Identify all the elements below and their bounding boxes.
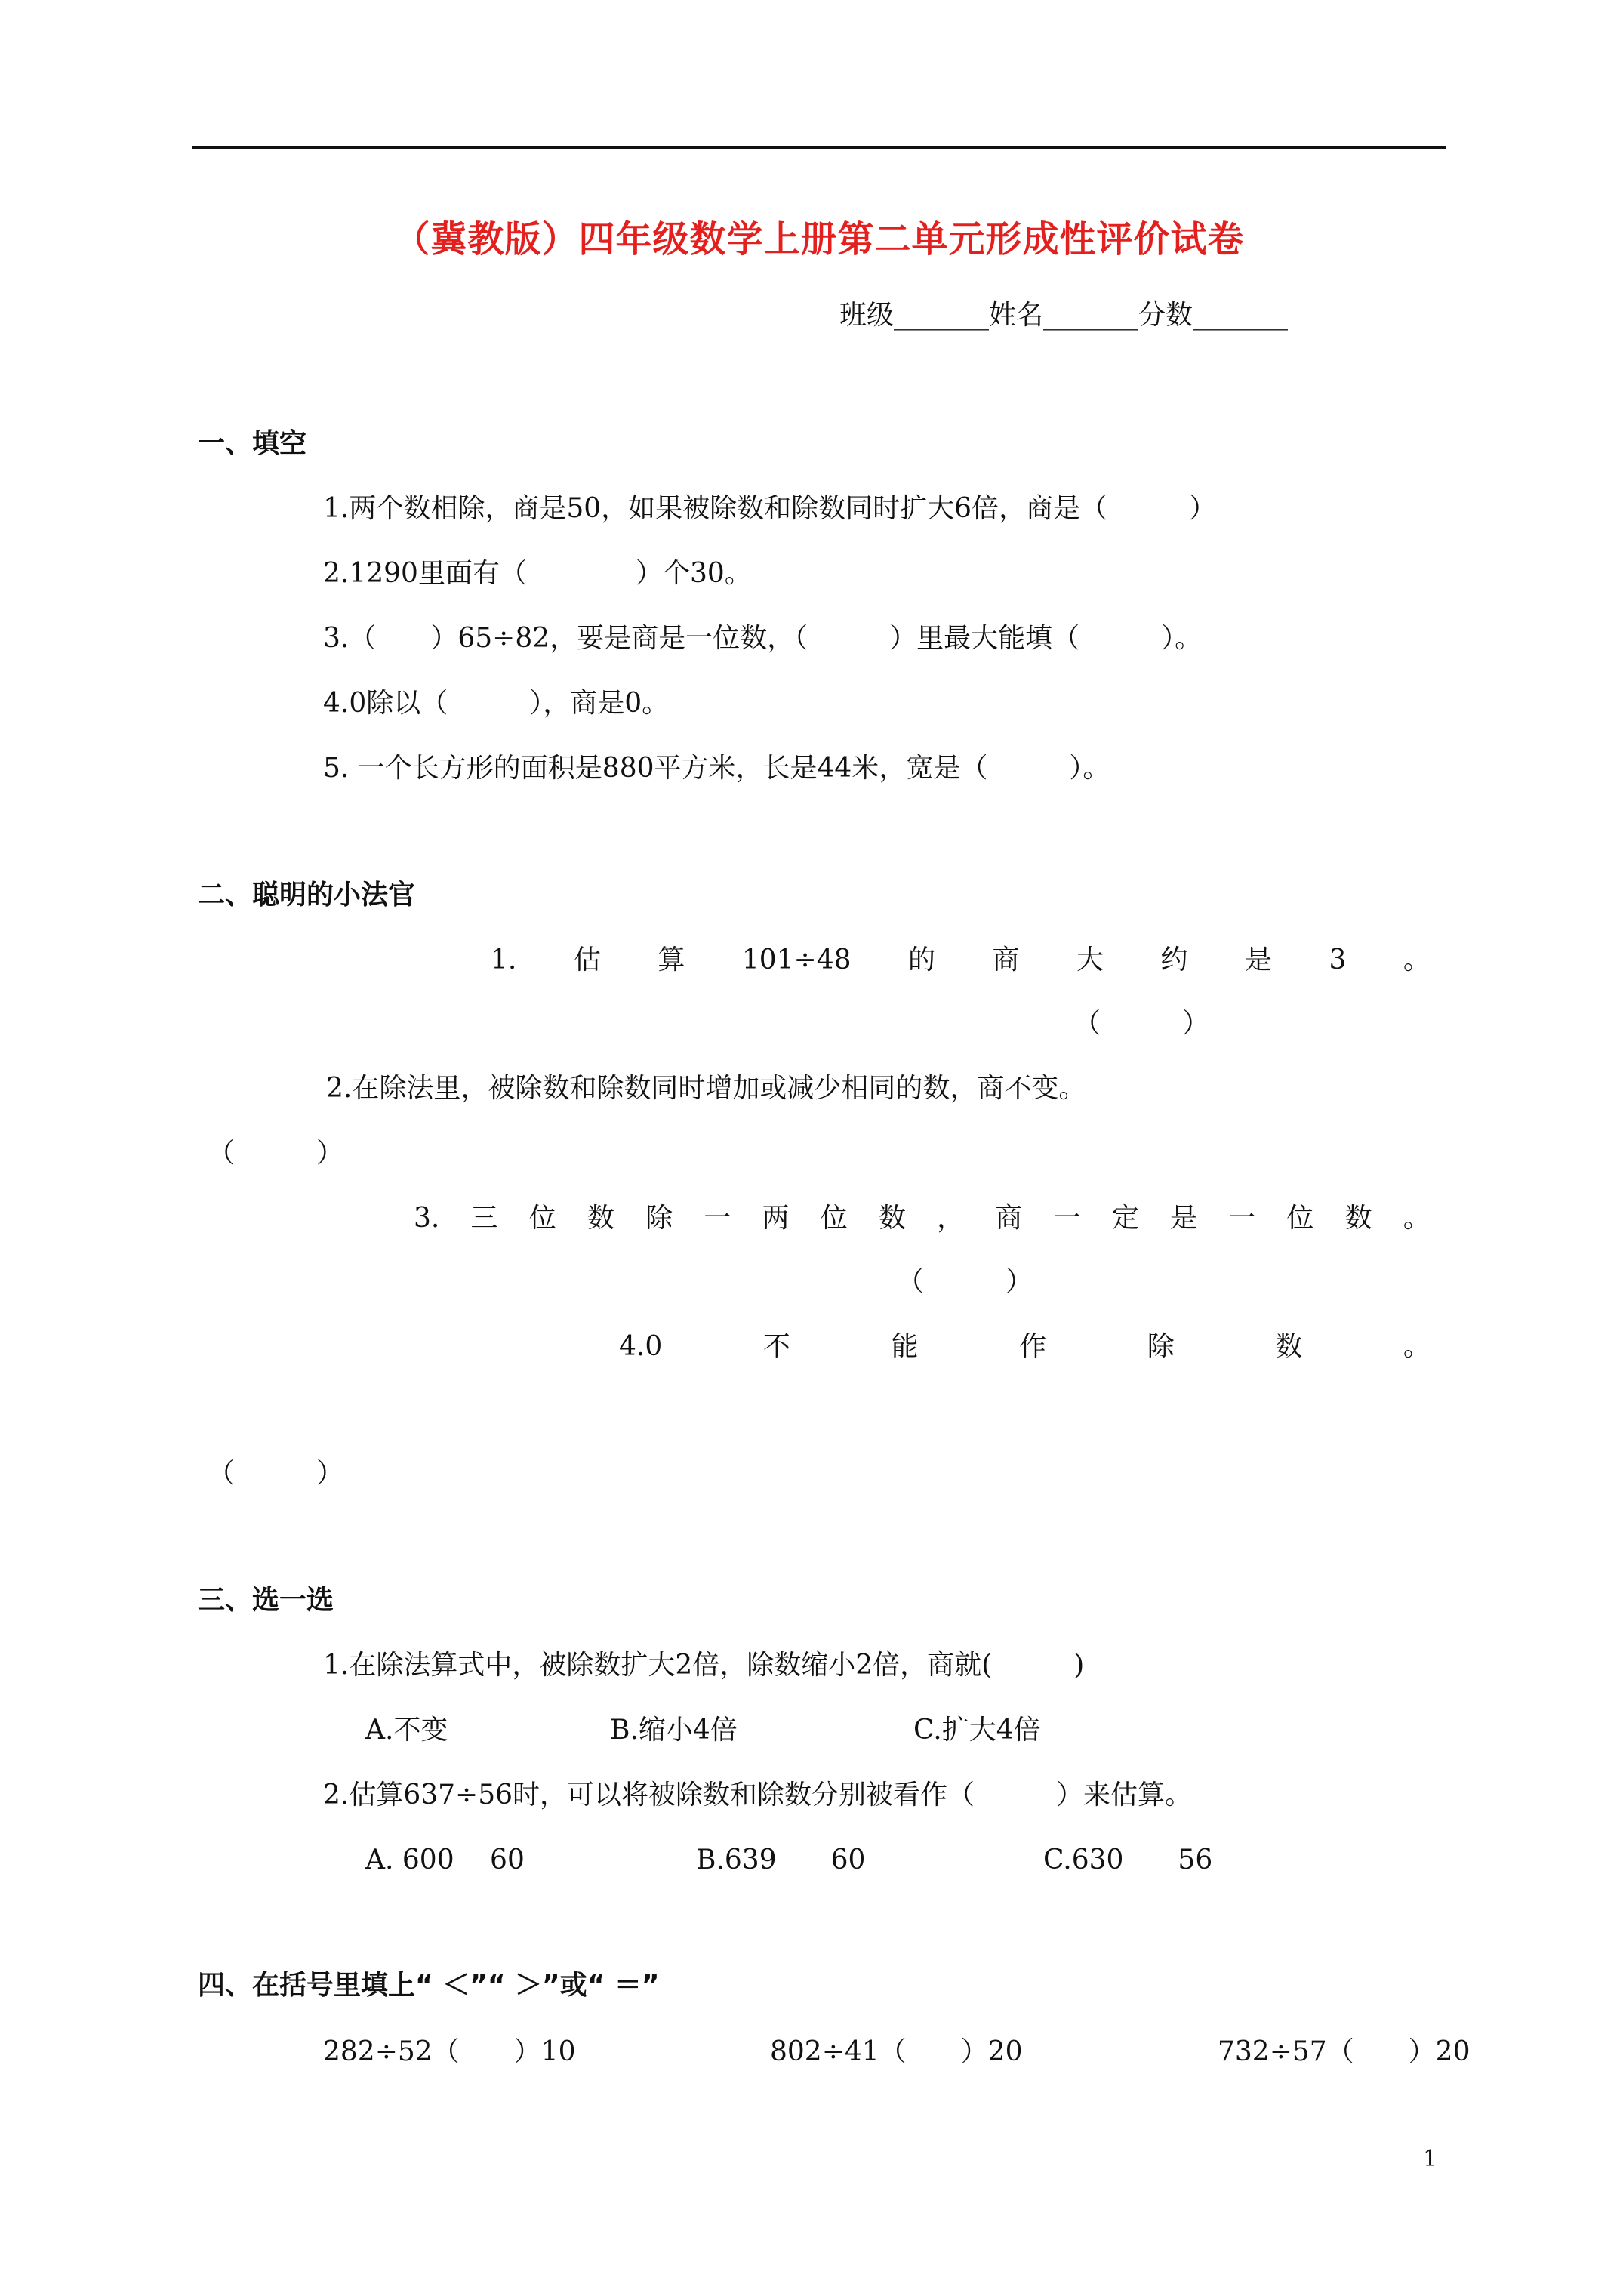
- s2-q4-part: 数: [1275, 1331, 1303, 1362]
- s3-q2-option-a: A. 600 60: [365, 1845, 525, 1875]
- s2-question-4: [619, 1330, 1431, 1364]
- s2-q3-part: 定: [1111, 1203, 1139, 1234]
- s3-q1-option-c: C.扩大4倍: [913, 1715, 1041, 1746]
- section-2-heading: 二、聪明的小法官: [198, 880, 416, 911]
- s2-q4-part: 不: [762, 1331, 790, 1362]
- s2-q3-part: 一: [704, 1203, 731, 1234]
- top-rule: [192, 146, 1446, 149]
- s2-q3-part: 一: [1053, 1203, 1081, 1234]
- page-number: 1: [1423, 2146, 1438, 2172]
- s2-q3-part: 位: [1286, 1203, 1314, 1234]
- s2-q1-part: 商: [992, 945, 1020, 975]
- s2-q3-part: 位: [820, 1203, 848, 1234]
- s2-q3-part: 是: [1169, 1203, 1197, 1234]
- s2-q1-part: 是: [1245, 945, 1273, 975]
- s2-q3-part: 。: [1403, 1203, 1431, 1234]
- s2-q3-part: 三: [470, 1203, 498, 1234]
- s2-q1-part: 3: [1329, 945, 1347, 975]
- s2-q1-answer-paren: （ ）: [1073, 1008, 1210, 1039]
- s2-q3-part: 商: [995, 1203, 1023, 1234]
- s2-q4-answer-paren: （ ）: [208, 1458, 344, 1489]
- exam-title: （冀教版）四年级数学上册第二单元形成性评价试卷: [393, 218, 1245, 260]
- s2-q4-part: 作: [1019, 1331, 1047, 1362]
- s1-question-5: 5. 一个长方形的面积是880平方米，长是44米，宽是（ ）。: [323, 753, 1110, 784]
- section-3-heading: 三、选一选: [198, 1585, 334, 1616]
- s2-q3-part: 3.: [414, 1203, 440, 1234]
- s2-q4-part: 除: [1147, 1331, 1175, 1362]
- s2-q1-part: 约: [1160, 945, 1188, 975]
- s4-item-1: 282÷52（ ）10: [323, 2036, 576, 2067]
- section-1-heading: 一、填空: [198, 428, 307, 459]
- s2-q4-part: 。: [1403, 1331, 1431, 1362]
- s2-q1-part: 算: [658, 945, 685, 975]
- s3-q2-option-c: C.630 56: [1043, 1845, 1213, 1875]
- s2-question-3: [414, 1202, 1431, 1235]
- s4-item-2: 802÷41（ ）20: [770, 2036, 1023, 2067]
- s3-q1-option-a: A.不变: [365, 1715, 448, 1746]
- s2-question-1: [491, 944, 1431, 977]
- s1-question-4: 4.0除以（ ），商是0。: [323, 688, 670, 719]
- s1-question-2: 2.1290里面有（ ）个30。: [323, 558, 752, 589]
- s2-q3-part: ，: [937, 1203, 965, 1234]
- s2-q4-part: 能: [891, 1331, 919, 1362]
- s4-item-3: 732÷57（ ）20: [1218, 2036, 1471, 2067]
- s2-q1-part: 大: [1076, 945, 1104, 975]
- s1-question-3: 3.（ ）65÷82，要是商是一位数，（ ）里最大能填（ ）。: [323, 623, 1203, 654]
- s2-q3-part: 一: [1228, 1203, 1256, 1234]
- s2-q1-part: 1.: [491, 945, 517, 975]
- s2-q3-part: 除: [645, 1203, 673, 1234]
- s2-q4-part: 4.0: [619, 1331, 663, 1362]
- s2-question-2: 2.在除法里，被除数和除数同时增加或减少相同的数，商不变。: [326, 1073, 1086, 1104]
- s2-q3-answer-paren: （ ）: [897, 1266, 1033, 1297]
- s2-q3-part: 数: [1344, 1203, 1372, 1234]
- s3-question-1: 1.在除法算式中，被除数扩大2倍，除数缩小2倍，商就( ): [323, 1650, 1085, 1681]
- student-info-line: 班级_______姓名_______分数_______: [839, 300, 1289, 331]
- s2-q3-part: 数: [878, 1203, 906, 1234]
- s2-q1-part: 的: [908, 945, 936, 975]
- s3-q1-option-b: B.缩小4倍: [610, 1715, 738, 1746]
- s2-q1-part: 。: [1403, 945, 1431, 975]
- s1-question-1: 1.两个数相除，商是50，如果被除数和除数同时扩大6倍，商是（ ）: [323, 493, 1217, 524]
- s2-q3-part: 两: [762, 1203, 790, 1234]
- s3-question-2: 2.估算637÷56时，可以将被除数和除数分别被看作（ ）来估算。: [323, 1780, 1193, 1811]
- s3-q2-option-b: B.639 60: [696, 1845, 866, 1875]
- s2-q2-answer-paren: （ ）: [208, 1138, 344, 1169]
- s2-q3-part: 数: [587, 1203, 614, 1234]
- s2-q3-part: 位: [528, 1203, 556, 1234]
- s2-q1-part: 估: [573, 945, 601, 975]
- section-4-heading: 四、在括号里填上“ ＜”“ ＞”或“ ＝”: [198, 1970, 660, 2001]
- s2-q1-part: 101÷48: [741, 945, 852, 975]
